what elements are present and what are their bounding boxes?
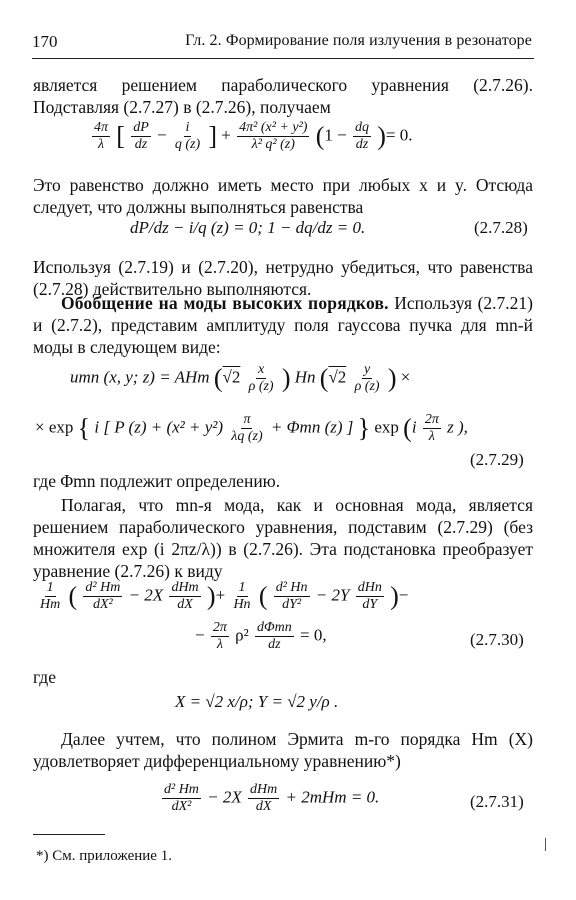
paragraph-6: Полагая, что mn-я мода, как и основная мода, является решением параболического уравнения, подставим (2.7.29) (без множителя exp (i 2πz/λ)) в (2.7.26). Эта подстановка преобразует уравнение (2.7.26) к виду: [33, 495, 533, 581]
equation-number-2-7-29: (2.7.29): [470, 450, 524, 469]
equation-number-2-7-28: (2.7.28): [474, 218, 528, 237]
equation-2-7-28: dP/dz − i/q (z) = 0; 1 − dq/dz = 0.: [130, 218, 366, 237]
footnote-rule: [33, 834, 105, 835]
margin-mark: [545, 838, 546, 851]
paragraph-5: где Φmn подлежит определению.: [33, 471, 281, 491]
footnote: *) См. приложение 1.: [36, 848, 172, 864]
equation-2-7-31: $\frac{\text{d² Hm}}{\text{dX²}}$ − 2X $\frac{\text{dHm}}{dX}$ + 2mHm = 0.: [164, 782, 380, 814]
page-number: 170: [32, 32, 58, 51]
dq-fraction: $\frac{dq}{dz}$: [354, 120, 369, 152]
running-header: [32, 32, 532, 56]
section-heading: Обобщение на моды высоких порядков.: [61, 293, 389, 313]
second-term-fraction: $\frac{\text{4π² (x² + y²)}}{\text{λ² q² (z)}}$: [239, 120, 308, 152]
equation-2-7-30-line-2: − $\frac{2\pi}{\lambda}$ ρ² $\frac{\text{dΦmn}}{dz}$ = 0,: [195, 620, 327, 652]
paragraph-1: является решением параболического уравнения (2.7.26). Подставляя (2.7.27) в (2.7.26), получаем: [33, 75, 533, 117]
header-rule: [32, 58, 534, 59]
equation-number-2-7-31: (2.7.31): [470, 792, 524, 811]
paragraph-3: Используя (2.7.19) и (2.7.20), нетрудно убедиться, что равенства (2.7.28) действительно выполняются.: [33, 257, 533, 299]
paragraph-2: Это равенство должно иметь место при любых x и y. Отсюда следует, что должны выполняться равенства: [33, 175, 533, 217]
paragraph-7: Далее учтем, что полином Эрмита m-го порядка Hm (X) удовлетворяет дифференциальному уравнению*): [33, 729, 533, 771]
equation-number-2-7-30: (2.7.30): [470, 630, 524, 649]
running-title: Гл. 2. Формирование поля излучения в резонаторе: [185, 32, 532, 49]
equation-2-7-29-line-1: umn (x, y; z) = AHm (√2 $\frac{x}{\rho (z)}$ ) Hn (√2 $\frac{y}{\rho (z)}$ ) ×: [70, 362, 411, 394]
i-over-q-fraction: $\frac{i}{q (z)}$: [174, 120, 201, 152]
word-gde: где: [33, 667, 56, 687]
dp-fraction: $\frac{dP}{dz}$: [133, 120, 149, 152]
paragraph-4: Обобщение на моды высоких порядков. Используя (2.7.21) и (2.7.2), представим амплитуду поля гауссова пучка для mn-й моды в следующем виде:: [33, 293, 533, 357]
equation-2-7-29-line-2: × exp { i [ P (z) + (x² + y²) $\frac{\pi}{\lambda q (z)}$ + Φmn (z) ] } exp (i $\frac{2\pi}{\lambda}$ z ),: [35, 412, 468, 444]
coef-fraction: $\frac{4\pi}{\lambda}$: [94, 120, 109, 152]
equation-2-7-30-line-1: $\frac{1}{Hm}$ ( $\frac{\text{d² Hm}}{\text{dX²}}$ − 2X $\frac{\text{dHm}}{dX}$ )+ $\frac{1}{Hn}$ ( $\frac{\text{d² Hn}}{\text{dY²}}$ − 2Y $\frac{\text{dHn}}{dY}$ )−: [40, 580, 409, 612]
equation-x-y-definitions: X = √2 x/ρ; Y = √2 y/ρ .: [175, 692, 339, 711]
equation-2-7-27-substituted: $\frac{4\pi}{\lambda}$ [ $\frac{dP}{dz}$ − $\frac{i}{q (z)}$ ] + $\frac{\text{4π² (x² + y²)}}{\text{λ² q² (z)}}$ (1 − $\frac{dq}{dz}$ )= 0.: [94, 120, 413, 152]
